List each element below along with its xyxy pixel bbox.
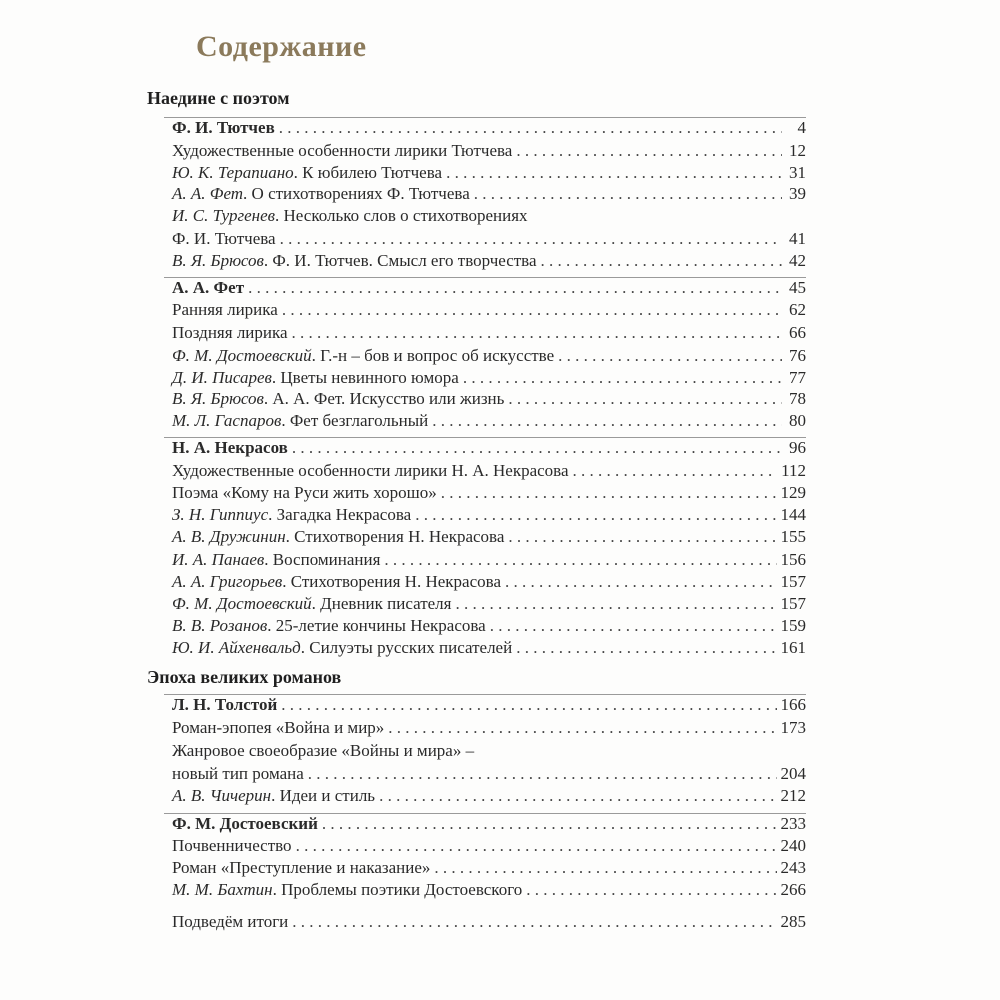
page-number: 12 bbox=[789, 141, 806, 160]
toc-entry[interactable]: В. Я. Брюсов. Ф. И. Тютчев. Смысл его творчества . . . 42 bbox=[172, 250, 806, 272]
page-number: 240 bbox=[780, 836, 806, 855]
author-name: З. Н. Гиппиус bbox=[172, 505, 269, 524]
toc-entry[interactable]: Ф. И. Тютчева . . . 41 bbox=[172, 228, 806, 250]
author-name: Ф. М. Достоевский bbox=[172, 346, 312, 365]
toc-entry[interactable]: А. А. Фет. О стихотворениях Ф. Тютчева . . . 39 bbox=[172, 183, 806, 205]
toc-entry[interactable]: Художественные особенности лирики Н. А. Некрасова . . . 112 bbox=[172, 460, 806, 482]
author-name: Ю. К. Терапиано bbox=[172, 163, 294, 182]
toc-entry[interactable]: Ю. И. Айхенвальд. Силуэты русских писателей . . . 161 bbox=[172, 637, 806, 659]
toc-entry[interactable]: Поздняя лирика . . . 66 bbox=[172, 322, 806, 344]
page-number: 45 bbox=[789, 278, 806, 297]
page-number: 77 bbox=[789, 368, 806, 387]
author-name: М. Л. Гаспаров bbox=[172, 411, 282, 430]
author-name: А. В. Дружинин bbox=[172, 527, 286, 546]
toc-entry[interactable]: З. Н. Гиппиус. Загадка Некрасова . . . 144 bbox=[172, 504, 806, 526]
author-name: В. Я. Брюсов bbox=[172, 251, 264, 270]
toc-entry[interactable]: И. А. Панаев. Воспоминания . . . 156 bbox=[172, 549, 806, 571]
toc-entry[interactable]: М. М. Бахтин. Проблемы поэтики Достоевского . . . 266 bbox=[172, 879, 806, 901]
page-number: 204 bbox=[780, 764, 806, 783]
page-number: 212 bbox=[780, 786, 806, 805]
page-number: 112 bbox=[781, 461, 806, 480]
author-name: А. А. Григорьев bbox=[172, 572, 283, 591]
page-number: 80 bbox=[789, 411, 806, 430]
page-number: 62 bbox=[789, 300, 806, 319]
toc-entry-summary[interactable]: Подведём итоги . . . 285 bbox=[172, 911, 806, 933]
page-number: 157 bbox=[780, 594, 806, 613]
page-number: 144 bbox=[780, 505, 806, 524]
author-name: И. С. Тургенев bbox=[172, 206, 276, 225]
toc-entry[interactable]: Роман-эпопея «Война и мир» . . . 173 bbox=[172, 717, 806, 739]
page-number: 243 bbox=[780, 858, 806, 877]
author-name: А. В. Чичерин bbox=[172, 786, 272, 805]
toc-entry[interactable]: Поэма «Кому на Руси жить хорошо» . . . 129 bbox=[172, 482, 806, 504]
page-number: 285 bbox=[780, 912, 806, 931]
toc-entry-author-nekrasov[interactable]: Н. А. Некрасов . . . 96 bbox=[172, 437, 806, 459]
author-name: М. М. Бахтин bbox=[172, 880, 273, 899]
toc-entry[interactable]: А. В. Чичерин. Идеи и стиль . . . 212 bbox=[172, 785, 806, 807]
author-name: А. А. Фет bbox=[172, 184, 244, 203]
section-heading-2: Эпоха великих романов bbox=[147, 667, 342, 687]
toc-entry[interactable]: Ранняя лирика . . . 62 bbox=[172, 299, 806, 321]
author-name: И. А. Панаев bbox=[172, 550, 265, 569]
toc-entry-line[interactable]: Жанровое своеобразие «Войны и мира» – bbox=[172, 741, 475, 760]
page-number: 76 bbox=[789, 346, 806, 365]
page-number: 166 bbox=[780, 695, 806, 714]
page-number: 42 bbox=[789, 251, 806, 270]
toc-entry[interactable]: В. В. Розанов. 25-летие кончины Некрасова . . . 159 bbox=[172, 615, 806, 637]
author-name: Ю. И. Айхенвальд bbox=[172, 638, 301, 657]
toc-entry[interactable]: Художественные особенности лирики Тютчева . . . 12 bbox=[172, 140, 806, 162]
page-number: 161 bbox=[780, 638, 806, 657]
toc-entry[interactable]: Ю. К. Терапиано. К юбилею Тютчева . . . 31 bbox=[172, 162, 806, 184]
toc-entry[interactable]: В. Я. Брюсов. А. А. Фет. Искусство или жизнь . . . 78 bbox=[172, 388, 806, 410]
toc-entry-author-fet[interactable]: А. А. Фет . . . 45 bbox=[172, 277, 806, 299]
page-number: 155 bbox=[780, 527, 806, 546]
author-name: В. Я. Брюсов bbox=[172, 389, 264, 408]
page-number: 78 bbox=[789, 389, 806, 408]
toc-entry-line[interactable]: И. С. Тургенев. Несколько слов о стихотворениях bbox=[172, 206, 528, 225]
page-number: 4 bbox=[797, 118, 806, 137]
toc-entry[interactable]: Д. И. Писарев. Цветы невинного юмора . . . 77 bbox=[172, 367, 806, 389]
toc-entry[interactable]: А. А. Григорьев. Стихотворения Н. Некрасова . . . 157 bbox=[172, 571, 806, 593]
page-number: 173 bbox=[780, 718, 806, 737]
toc-entry[interactable]: Почвенничество . . . 240 bbox=[172, 835, 806, 857]
author-name: Д. И. Писарев bbox=[172, 368, 272, 387]
toc-entry[interactable]: Ф. М. Достоевский. Г.-н – бов и вопрос об искусстве . . . 76 bbox=[172, 345, 806, 367]
author-name: Ф. М. Достоевский bbox=[172, 594, 312, 613]
page-number: 156 bbox=[780, 550, 806, 569]
page-title: Содержание bbox=[196, 30, 367, 63]
toc-entry-author-dostoevsky[interactable]: Ф. М. Достоевский . . . 233 bbox=[172, 813, 806, 835]
toc-entry[interactable]: Роман «Преступление и наказание» . . . 243 bbox=[172, 857, 806, 879]
page-number: 66 bbox=[789, 323, 806, 342]
page-number: 39 bbox=[789, 184, 806, 203]
page-number: 159 bbox=[780, 616, 806, 635]
toc-entry[interactable]: Ф. М. Достоевский. Дневник писателя . . . 157 bbox=[172, 593, 806, 615]
page-number: 266 bbox=[780, 880, 806, 899]
toc-entry-author-tiutchev[interactable]: Ф. И. Тютчев . . . 4 bbox=[172, 117, 806, 139]
toc-entry-author-tolstoy[interactable]: Л. Н. Толстой . . . 166 bbox=[172, 694, 806, 716]
page-number: 31 bbox=[789, 163, 806, 182]
section-heading-1: Наедине с поэтом bbox=[147, 88, 290, 108]
page-number: 41 bbox=[789, 229, 806, 248]
author-name: В. В. Розанов bbox=[172, 616, 268, 635]
page-number: 96 bbox=[789, 438, 806, 457]
page-number: 233 bbox=[780, 814, 806, 833]
page-number: 157 bbox=[780, 572, 806, 591]
toc-entry[interactable]: новый тип романа . . . 204 bbox=[172, 763, 806, 785]
toc-entry[interactable]: М. Л. Гаспаров. Фет безглагольный . . . 80 bbox=[172, 410, 806, 432]
page-number: 129 bbox=[780, 483, 806, 502]
toc-entry[interactable]: А. В. Дружинин. Стихотворения Н. Некрасова . . . 155 bbox=[172, 526, 806, 548]
